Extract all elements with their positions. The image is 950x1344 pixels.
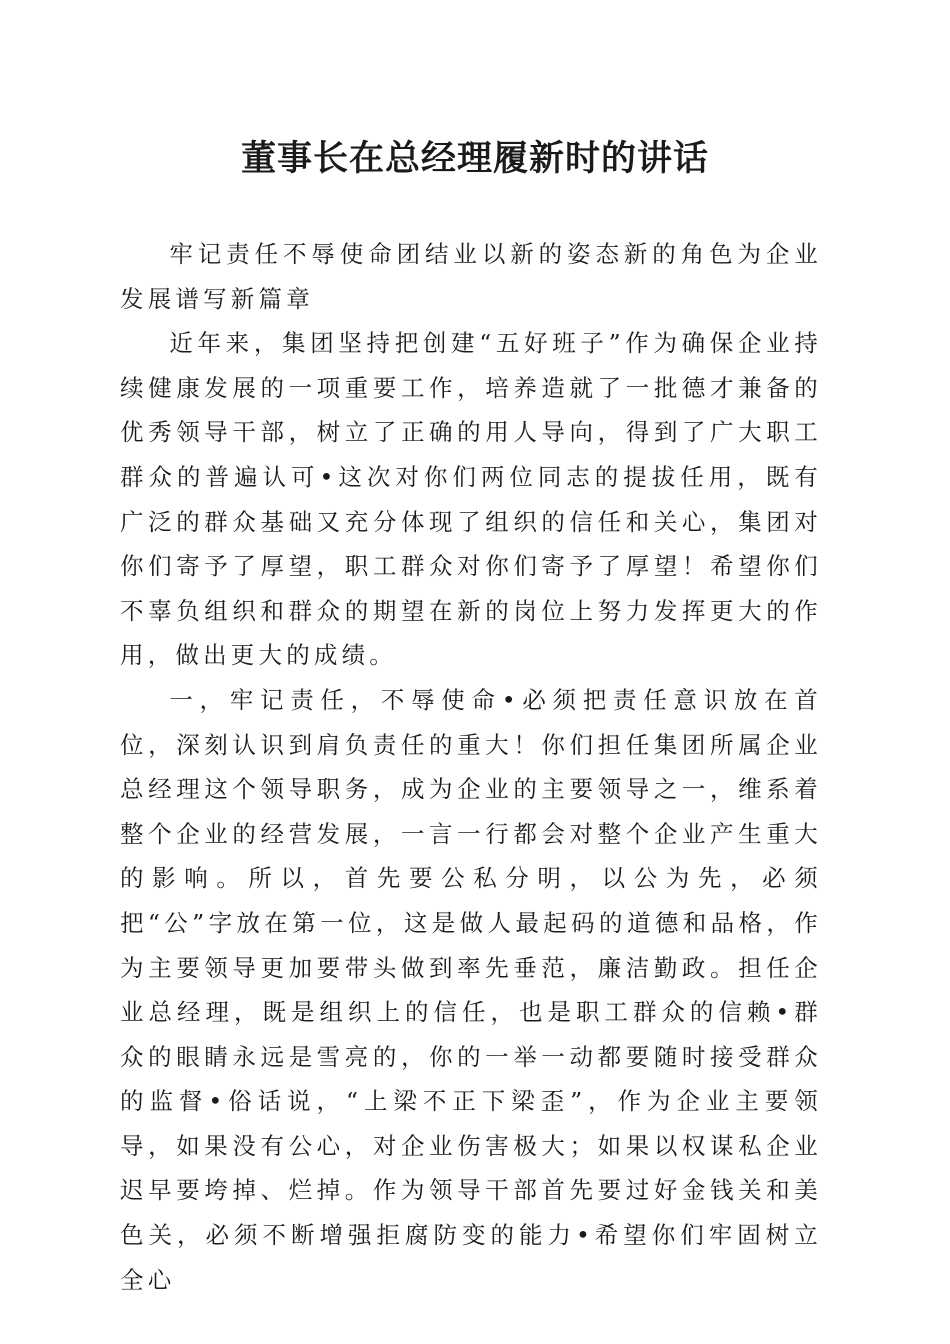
paragraph-intro: 近年来，集团坚持把创建“五好班子”作为确保企业持续健康发展的一项重要工作，培养造就了一批德才兼备的优秀领导干部，树立了正确的用人导向，得到了广大职工群众的普遍认可•这次对你们两位同志的提拔任用，既有广泛的群众基础又充分体现了组织的信任和关心，集团对你们寄予了厚望，职工群众对你们寄予了厚望！希望你们不辜负组织和群众的期望在新的岗位上努力发挥更大的作用，做出更大的成绩。: [120, 329, 822, 670]
paragraph-subtitle: 牢记责任不辱使命团结业以新的姿态新的角色为企业发展谱写新篇章: [120, 240, 822, 313]
document-body: [120, 232, 822, 1302]
document-title: 董事长在总经理履新时的讲话: [240, 138, 709, 179]
paragraph-section-one: 一，牢记责任，不辱使命•必须把责任意识放在首位，深刻认识到肩负责任的重大！你们担任集团所属企业总经理这个领导职务，成为企业的主要领导之一，维系着整个企业的经营发展，一言一行都会对整个企业产生重大的影响。所以，首先要公私分明，以公为先，必须把“公”字放在第一位，这是做人最起码的道德和品格，作为主要领导更加要带头做到率先垂范，廉洁勤政。担任企业总经理，既是组织上的信任，也是职工群众的信赖•群众的眼睛永远是雪亮的，你的一举一动都要随时接受群众的监督•俗话说，“上梁不正下梁歪”，作为企业主要领导，如果没有公心，对企业伤害极大；如果以权谋私企业迟早要垮掉、烂掉。作为领导干部首先要过好金钱关和美色关，必须不断增强拒腐防变的能力•希望你们牢固树立全心: [120, 685, 822, 1294]
